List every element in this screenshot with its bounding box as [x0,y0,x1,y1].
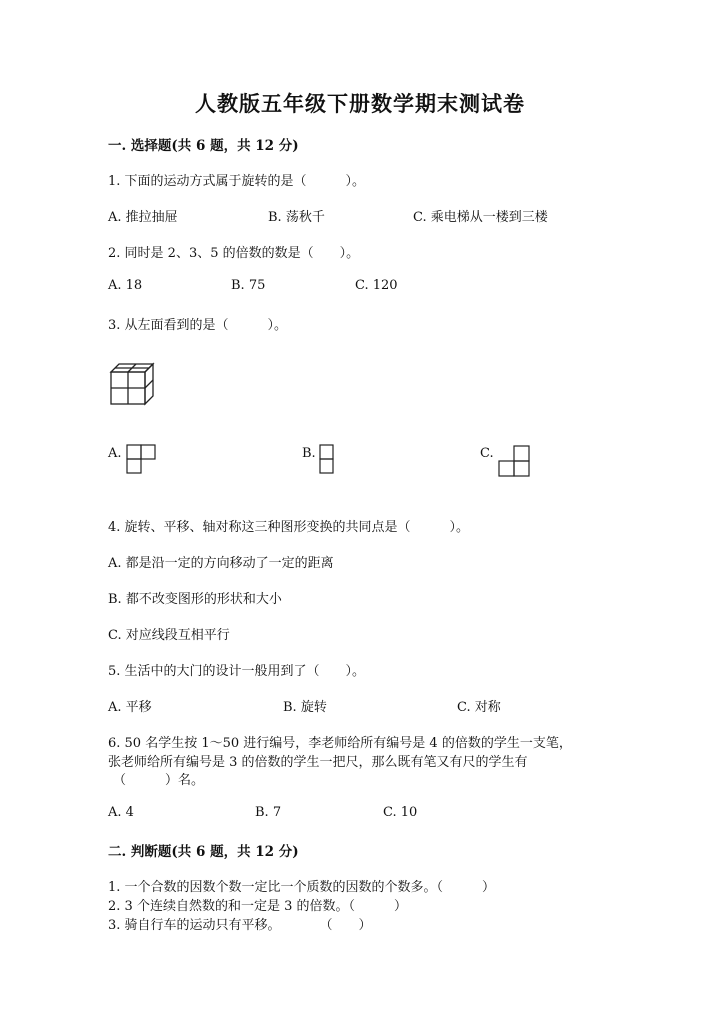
question-3-stem: 3. 从左面看到的是（ ）。 [108,318,288,333]
question-4-option-a: A. 都是沿一定的方向移动了一定的距离 [108,556,334,571]
option-c-view-figure [497,444,531,478]
question-6-stem-line-3: （ ）名。 [113,773,205,788]
question-6-stem-line-2: 张老师给所有编号是 3 的倍数的学生一把尺，那么既有笔又有尺的学生有 [108,755,528,770]
question-2-option-a: A. 18 [108,278,143,293]
section-heading-choice: 一. 选择题(共 6 题，共 12 分) [108,138,299,154]
option-a-view-figure [126,444,158,476]
cube-stack-figure [108,360,156,406]
option-b-view-figure [319,444,335,476]
question-5-option-b: B. 旋转 [283,700,327,715]
judgment-item-1: 1. 一个合数的因数个数一定比一个质数的因数的个数多。（ ） [108,880,496,895]
question-6-option-a: A. 4 [108,805,134,820]
question-3-option-a: A. [108,446,122,461]
question-6-option-c: C. 10 [383,805,418,820]
question-1-option-b: B. 荡秋千 [268,210,325,225]
question-3-option-c: C. [480,446,494,461]
page-title: 人教版五年级下册数学期末测试卷 [195,91,525,116]
judgment-item-2: 2. 3 个连续自然数的和一定是 3 的倍数。（ ） [108,899,407,914]
question-5-stem: 5. 生活中的大门的设计一般用到了（ ）。 [108,664,366,679]
question-6-option-b: B. 7 [255,805,282,820]
question-2-stem: 2. 同时是 2、3、5 的倍数的数是（ ）。 [108,246,360,261]
question-6-stem-line-1: 6. 50 名学生按 1～50 进行编号，李老师给所有编号是 4 的倍数的学生一支笔， [108,736,572,751]
question-3-option-b: B. [302,446,316,461]
question-5-option-c: C. 对称 [457,700,501,715]
section-heading-judgment: 二. 判断题(共 6 题，共 12 分) [108,844,299,860]
question-2-option-c: C. 120 [355,278,398,293]
judgment-item-3: 3. 骑自行车的运动只有平移。 （ ） [108,918,372,933]
question-4-option-c: C. 对应线段互相平行 [108,628,230,643]
question-4-option-b: B. 都不改变图形的形状和大小 [108,592,282,607]
question-4-stem: 4. 旋转、平移、轴对称这三种图形变换的共同点是（ ）。 [108,520,470,535]
question-1-option-a: A. 推拉抽屉 [108,210,178,225]
question-1-option-c: C. 乘电梯从一楼到三楼 [413,210,548,225]
question-5-option-a: A. 平移 [108,700,152,715]
question-1-stem: 1. 下面的运动方式属于旋转的是（ ）。 [108,174,366,189]
question-2-option-b: B. 75 [231,278,266,293]
